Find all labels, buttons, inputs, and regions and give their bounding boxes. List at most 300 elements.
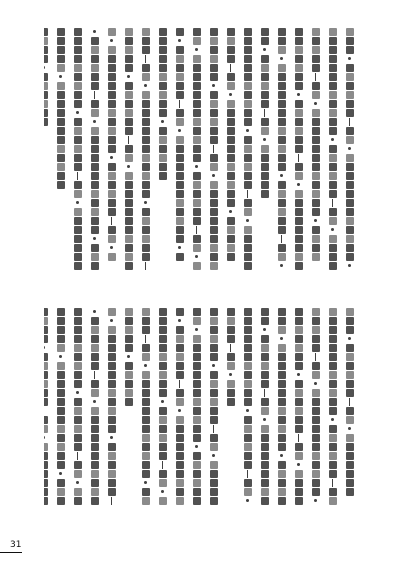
upper-text-column xyxy=(277,28,286,273)
text-glyph xyxy=(125,344,133,352)
text-glyph xyxy=(176,208,184,216)
text-glyph xyxy=(210,479,218,487)
text-glyph xyxy=(57,55,65,63)
text-glyph xyxy=(57,163,65,171)
dash-mark xyxy=(315,353,317,361)
text-glyph xyxy=(57,326,65,334)
lower-text-column xyxy=(73,308,82,513)
dash-mark xyxy=(281,235,283,243)
lower-text-column xyxy=(311,308,320,513)
text-glyph xyxy=(57,100,65,108)
text-glyph xyxy=(244,181,252,189)
text-glyph xyxy=(176,497,184,505)
text-glyph xyxy=(91,407,99,415)
text-glyph xyxy=(346,64,354,72)
upper-text-column xyxy=(107,28,116,273)
text-glyph xyxy=(244,461,252,469)
text-glyph xyxy=(295,398,303,406)
text-glyph xyxy=(312,362,320,370)
text-glyph xyxy=(159,28,167,36)
lower-text-column xyxy=(328,308,337,513)
text-glyph xyxy=(193,353,201,361)
text-glyph xyxy=(210,55,218,63)
text-glyph xyxy=(295,136,303,144)
text-glyph xyxy=(329,344,337,352)
text-glyph xyxy=(142,497,150,505)
text-glyph xyxy=(295,82,303,90)
text-glyph xyxy=(261,488,269,496)
text-glyph xyxy=(193,344,201,352)
text-glyph xyxy=(159,362,167,370)
text-glyph xyxy=(210,244,218,252)
punctuation-mark xyxy=(127,165,130,168)
text-glyph xyxy=(176,452,184,460)
text-glyph xyxy=(346,253,354,261)
punctuation-mark xyxy=(59,75,62,78)
text-glyph xyxy=(108,308,116,316)
text-glyph xyxy=(91,443,99,451)
dash-mark xyxy=(298,154,300,162)
dash-mark xyxy=(213,145,215,153)
text-glyph xyxy=(244,46,252,54)
text-glyph xyxy=(159,380,167,388)
text-glyph xyxy=(312,37,320,45)
text-glyph xyxy=(57,118,65,126)
text-glyph xyxy=(227,226,235,234)
text-glyph xyxy=(329,127,337,135)
text-glyph xyxy=(295,64,303,72)
text-glyph xyxy=(312,308,320,316)
text-glyph xyxy=(193,91,201,99)
text-glyph xyxy=(261,82,269,90)
text-glyph xyxy=(57,82,65,90)
punctuation-mark xyxy=(195,328,198,331)
text-glyph xyxy=(44,73,48,81)
punctuation-mark xyxy=(144,84,147,87)
text-glyph xyxy=(91,172,99,180)
text-glyph xyxy=(278,181,286,189)
text-glyph xyxy=(210,407,218,415)
text-glyph xyxy=(278,208,286,216)
text-glyph xyxy=(193,145,201,153)
text-glyph xyxy=(159,452,167,460)
text-glyph xyxy=(44,353,48,361)
text-glyph xyxy=(91,326,99,334)
text-glyph xyxy=(312,208,320,216)
text-glyph xyxy=(57,145,65,153)
text-glyph xyxy=(261,371,269,379)
text-glyph xyxy=(91,199,99,207)
text-glyph xyxy=(142,172,150,180)
lower-text-column xyxy=(243,308,252,513)
upper-text-column xyxy=(226,28,235,273)
page-number-rule xyxy=(0,552,22,553)
upper-text-column xyxy=(56,28,65,273)
text-glyph xyxy=(312,425,320,433)
text-glyph xyxy=(295,479,303,487)
punctuation-mark xyxy=(76,391,79,394)
text-glyph xyxy=(329,91,337,99)
text-glyph xyxy=(244,100,252,108)
text-glyph xyxy=(244,452,252,460)
text-glyph xyxy=(193,73,201,81)
text-glyph xyxy=(329,235,337,243)
text-glyph xyxy=(329,452,337,460)
text-glyph xyxy=(57,461,65,469)
text-glyph xyxy=(329,82,337,90)
text-glyph xyxy=(312,109,320,117)
text-glyph xyxy=(159,55,167,63)
text-glyph xyxy=(346,362,354,370)
text-glyph xyxy=(142,407,150,415)
text-glyph xyxy=(227,181,235,189)
text-glyph xyxy=(159,145,167,153)
text-glyph xyxy=(44,452,48,460)
text-glyph xyxy=(159,308,167,316)
text-glyph xyxy=(295,488,303,496)
text-glyph xyxy=(295,100,303,108)
upper-text-column xyxy=(73,28,82,273)
text-glyph xyxy=(227,244,235,252)
text-glyph xyxy=(278,389,286,397)
text-glyph xyxy=(125,389,133,397)
text-glyph xyxy=(125,181,133,189)
text-glyph xyxy=(193,362,201,370)
upper-text-column xyxy=(158,28,167,273)
text-glyph xyxy=(346,407,354,415)
text-glyph xyxy=(278,46,286,54)
text-glyph xyxy=(193,317,201,325)
text-glyph xyxy=(193,470,201,478)
text-glyph xyxy=(74,317,82,325)
text-glyph xyxy=(278,226,286,234)
text-glyph xyxy=(312,389,320,397)
text-glyph xyxy=(159,434,167,442)
text-glyph xyxy=(295,470,303,478)
text-glyph xyxy=(193,82,201,90)
text-glyph xyxy=(108,46,116,54)
text-glyph xyxy=(312,190,320,198)
text-glyph xyxy=(278,425,286,433)
text-glyph xyxy=(244,37,252,45)
punctuation-mark xyxy=(314,382,317,385)
dash-mark xyxy=(162,461,164,469)
text-glyph xyxy=(261,470,269,478)
text-glyph xyxy=(159,443,167,451)
text-glyph xyxy=(329,145,337,153)
text-glyph xyxy=(227,398,235,406)
text-glyph xyxy=(210,190,218,198)
text-glyph xyxy=(44,398,48,406)
text-glyph xyxy=(278,461,286,469)
lower-text-column xyxy=(226,308,235,513)
text-glyph xyxy=(329,262,337,270)
text-glyph xyxy=(142,226,150,234)
upper-text-column xyxy=(311,28,320,273)
dash-mark xyxy=(77,172,79,180)
text-glyph xyxy=(346,46,354,54)
text-glyph xyxy=(278,488,286,496)
text-glyph xyxy=(329,389,337,397)
text-glyph xyxy=(278,28,286,36)
text-glyph xyxy=(210,163,218,171)
text-glyph xyxy=(346,479,354,487)
punctuation-mark xyxy=(212,454,215,457)
text-glyph xyxy=(142,434,150,442)
text-glyph xyxy=(159,46,167,54)
text-glyph xyxy=(44,488,48,496)
text-glyph xyxy=(278,344,286,352)
text-glyph xyxy=(210,46,218,54)
text-glyph xyxy=(329,371,337,379)
text-glyph xyxy=(244,28,252,36)
text-glyph xyxy=(44,28,48,36)
punctuation-mark xyxy=(110,436,113,439)
text-glyph xyxy=(108,353,116,361)
text-glyph xyxy=(193,100,201,108)
text-glyph xyxy=(142,91,150,99)
punctuation-mark xyxy=(144,364,147,367)
text-glyph xyxy=(159,127,167,135)
text-glyph xyxy=(210,73,218,81)
text-glyph xyxy=(244,244,252,252)
text-glyph xyxy=(108,461,116,469)
text-glyph xyxy=(176,335,184,343)
text-glyph xyxy=(244,398,252,406)
punctuation-mark xyxy=(212,174,215,177)
text-glyph xyxy=(295,407,303,415)
text-glyph xyxy=(91,37,99,45)
text-glyph xyxy=(44,37,48,45)
upper-text-column xyxy=(345,28,354,273)
text-glyph xyxy=(108,136,116,144)
text-glyph xyxy=(74,163,82,171)
punctuation-mark xyxy=(93,400,96,403)
punctuation-mark xyxy=(195,255,198,258)
text-glyph xyxy=(176,488,184,496)
text-glyph xyxy=(125,82,133,90)
punctuation-mark xyxy=(110,246,113,249)
text-glyph xyxy=(346,470,354,478)
text-glyph xyxy=(312,172,320,180)
text-glyph xyxy=(91,100,99,108)
punctuation-mark xyxy=(127,355,130,358)
text-glyph xyxy=(244,434,252,442)
text-glyph xyxy=(210,308,218,316)
upper-text-column xyxy=(192,28,201,273)
text-glyph xyxy=(142,37,150,45)
text-glyph xyxy=(91,64,99,72)
text-glyph xyxy=(210,91,218,99)
text-glyph xyxy=(74,434,82,442)
text-glyph xyxy=(74,308,82,316)
text-glyph xyxy=(142,46,150,54)
text-glyph xyxy=(142,461,150,469)
text-glyph xyxy=(312,452,320,460)
text-glyph xyxy=(261,100,269,108)
text-glyph xyxy=(278,443,286,451)
text-glyph xyxy=(312,55,320,63)
text-glyph xyxy=(227,127,235,135)
text-glyph xyxy=(244,416,252,424)
text-glyph xyxy=(210,127,218,135)
text-glyph xyxy=(210,416,218,424)
text-glyph xyxy=(108,73,116,81)
text-glyph xyxy=(125,37,133,45)
text-glyph xyxy=(176,308,184,316)
text-glyph xyxy=(312,407,320,415)
text-glyph xyxy=(125,190,133,198)
text-glyph xyxy=(57,46,65,54)
text-glyph xyxy=(159,344,167,352)
text-glyph xyxy=(210,154,218,162)
upper-vertical-text-block xyxy=(44,28,354,273)
text-glyph xyxy=(346,163,354,171)
text-glyph xyxy=(108,479,116,487)
text-glyph xyxy=(346,82,354,90)
text-glyph xyxy=(176,118,184,126)
dash-mark xyxy=(179,380,181,388)
text-glyph xyxy=(74,226,82,234)
text-glyph xyxy=(108,488,116,496)
text-glyph xyxy=(278,497,286,505)
text-glyph xyxy=(278,407,286,415)
text-glyph xyxy=(91,46,99,54)
text-glyph xyxy=(74,217,82,225)
text-glyph xyxy=(329,181,337,189)
text-glyph xyxy=(210,353,218,361)
text-glyph xyxy=(278,434,286,442)
text-glyph xyxy=(244,55,252,63)
text-glyph xyxy=(193,488,201,496)
text-glyph xyxy=(193,479,201,487)
text-glyph xyxy=(74,497,82,505)
text-glyph xyxy=(227,55,235,63)
punctuation-mark xyxy=(161,120,164,123)
text-glyph xyxy=(159,172,167,180)
text-glyph xyxy=(193,37,201,45)
upper-text-column xyxy=(209,28,218,273)
text-glyph xyxy=(125,308,133,316)
text-glyph xyxy=(210,317,218,325)
text-glyph xyxy=(142,100,150,108)
text-glyph xyxy=(210,253,218,261)
dash-mark xyxy=(213,425,215,433)
text-glyph xyxy=(74,145,82,153)
lower-vertical-text-block xyxy=(44,308,354,513)
dash-mark xyxy=(264,109,266,117)
text-glyph xyxy=(142,190,150,198)
text-glyph xyxy=(74,181,82,189)
text-glyph xyxy=(125,208,133,216)
text-glyph xyxy=(210,199,218,207)
punctuation-mark xyxy=(263,418,266,421)
text-glyph xyxy=(176,235,184,243)
text-glyph xyxy=(210,28,218,36)
text-glyph xyxy=(44,46,48,54)
text-glyph xyxy=(176,91,184,99)
text-glyph xyxy=(108,362,116,370)
text-glyph xyxy=(142,488,150,496)
text-glyph xyxy=(295,127,303,135)
text-glyph xyxy=(227,163,235,171)
text-glyph xyxy=(91,226,99,234)
text-glyph xyxy=(108,91,116,99)
text-glyph xyxy=(91,380,99,388)
text-glyph xyxy=(346,190,354,198)
text-glyph xyxy=(295,335,303,343)
text-glyph xyxy=(108,371,116,379)
text-glyph xyxy=(108,443,116,451)
text-glyph xyxy=(159,335,167,343)
text-glyph xyxy=(125,118,133,126)
punctuation-mark xyxy=(44,436,45,439)
text-glyph xyxy=(329,28,337,36)
text-glyph xyxy=(261,335,269,343)
text-glyph xyxy=(210,37,218,45)
text-glyph xyxy=(210,181,218,189)
text-glyph xyxy=(142,73,150,81)
text-glyph xyxy=(278,118,286,126)
dash-mark xyxy=(77,452,79,460)
text-glyph xyxy=(346,109,354,117)
text-glyph xyxy=(142,443,150,451)
text-glyph xyxy=(125,371,133,379)
text-glyph xyxy=(346,353,354,361)
text-glyph xyxy=(142,326,150,334)
text-glyph xyxy=(142,308,150,316)
text-glyph xyxy=(295,217,303,225)
dash-mark xyxy=(94,91,96,99)
punctuation-mark xyxy=(348,147,351,150)
text-glyph xyxy=(312,443,320,451)
text-glyph xyxy=(227,317,235,325)
text-glyph xyxy=(329,362,337,370)
text-glyph xyxy=(159,479,167,487)
text-glyph xyxy=(295,208,303,216)
text-glyph xyxy=(91,425,99,433)
text-glyph xyxy=(176,55,184,63)
text-glyph xyxy=(244,199,252,207)
text-glyph xyxy=(261,73,269,81)
text-glyph xyxy=(108,190,116,198)
text-glyph xyxy=(244,362,252,370)
text-glyph xyxy=(329,37,337,45)
text-glyph xyxy=(244,389,252,397)
text-glyph xyxy=(227,389,235,397)
text-glyph xyxy=(91,82,99,90)
text-glyph xyxy=(74,82,82,90)
text-glyph xyxy=(295,28,303,36)
text-glyph xyxy=(193,335,201,343)
text-glyph xyxy=(261,344,269,352)
text-glyph xyxy=(176,416,184,424)
text-glyph xyxy=(329,172,337,180)
text-glyph xyxy=(193,127,201,135)
punctuation-mark xyxy=(348,427,351,430)
text-glyph xyxy=(346,136,354,144)
text-glyph xyxy=(142,181,150,189)
text-glyph xyxy=(193,217,201,225)
text-glyph xyxy=(91,461,99,469)
punctuation-mark xyxy=(314,102,317,105)
text-glyph xyxy=(261,172,269,180)
punctuation-mark xyxy=(144,201,147,204)
text-glyph xyxy=(312,479,320,487)
text-glyph xyxy=(44,380,48,388)
text-glyph xyxy=(329,100,337,108)
text-glyph xyxy=(125,109,133,117)
